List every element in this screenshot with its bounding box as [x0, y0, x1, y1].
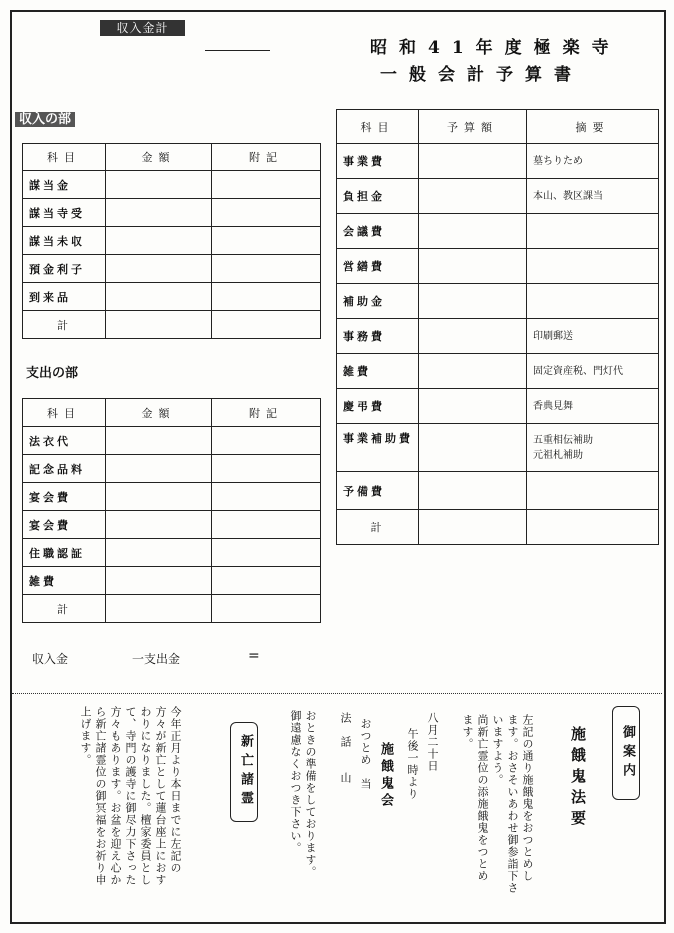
- formula-expense: 一支出金: [132, 652, 181, 666]
- budget-amount-cell: [419, 354, 527, 389]
- income-amount-cell: [106, 227, 212, 255]
- budget-amount-cell: [419, 249, 527, 284]
- income-row-item: 謀当未収: [23, 227, 106, 255]
- expense-amount-cell: [106, 455, 212, 483]
- expense-amount-cell: [106, 539, 212, 567]
- expense-total-amount: [106, 595, 212, 623]
- notice-label: 御案内: [612, 706, 640, 800]
- budget-col-amount: 予算額: [419, 110, 527, 144]
- expense-note-cell: [212, 567, 321, 595]
- expense-note-cell: [212, 511, 321, 539]
- budget-note-cell: [527, 472, 659, 510]
- expense-amount-cell: [106, 511, 212, 539]
- budget-note-cell: [527, 284, 659, 319]
- income-row-item: 預金利子: [23, 255, 106, 283]
- budget-amount-cell: [419, 389, 527, 424]
- budget-amount-cell: [419, 284, 527, 319]
- blank-line: [205, 50, 270, 51]
- expense-row-item: 法衣代: [23, 427, 106, 455]
- expense-note-cell: [212, 539, 321, 567]
- budget-amount-cell: [419, 214, 527, 249]
- income-heading-label: 収入の部: [15, 112, 75, 127]
- budget-row-item: 営繕費: [337, 249, 419, 284]
- expense-row-item: 宴会費: [23, 483, 106, 511]
- budget-note-cell: 本山、教区課当: [527, 179, 659, 214]
- expense-total-note: [212, 595, 321, 623]
- budget-amount-cell: [419, 179, 527, 214]
- income-total-label: 計: [23, 311, 106, 339]
- income-row-item: 謀当寺受: [23, 199, 106, 227]
- income-heading: [15, 108, 75, 127]
- notice-body: 左記の通り施餓鬼をおつとめし ます。おさそいあわせ御参詣下さ いますよう。 尚新亡霊位の添施餓鬼をつとめ ます。: [461, 714, 534, 894]
- stamp-label: 収入金計: [100, 20, 185, 36]
- notice-date2: 午後一時より: [406, 728, 419, 800]
- expense-row-item: 記念品料: [23, 455, 106, 483]
- expense-col-note: 附記: [212, 399, 321, 427]
- expense-note-cell: [212, 427, 321, 455]
- budget-total-amount: [419, 510, 527, 545]
- budget-row-item: 会議費: [337, 214, 419, 249]
- notice-event: 施餓鬼会: [378, 742, 393, 810]
- budget-row-item: 補助金: [337, 284, 419, 319]
- memorial-body: 今年正月より本日までに左記の 方々が新亡として蓮台座上におす わりになりました。檀家委員とし て、寺門の護寺に御尽力下さった 方々もあります。お盆を迎え心か ら新亡諸霊位の御冥福をお祈り申 上げます。: [79, 706, 182, 886]
- budget-row-item: 事務費: [337, 319, 419, 354]
- notice-duty2: 法 話 山: [339, 712, 352, 784]
- budget-row-item: 慶弔費: [337, 389, 419, 424]
- expense-row-item: 宴会費: [23, 511, 106, 539]
- income-amount-cell: [106, 171, 212, 199]
- expense-heading: 支出の部: [26, 366, 79, 381]
- budget-note-cell: [527, 214, 659, 249]
- expense-row-item: 住職認証: [23, 539, 106, 567]
- notice-duty1: おつとめ 当: [359, 718, 372, 790]
- expense-note-cell: [212, 455, 321, 483]
- income-table: [22, 143, 321, 339]
- budget-note-cell: 印刷郵送: [527, 319, 659, 354]
- income-note-cell: [212, 199, 321, 227]
- budget-row-item: 事業費: [337, 144, 419, 179]
- title-line-1: 昭和41年度極楽寺: [370, 38, 621, 58]
- budget-amount-cell: [419, 472, 527, 510]
- income-row-item: 到来品: [23, 283, 106, 311]
- budget-note-cell: 香典見舞: [527, 389, 659, 424]
- income-amount-cell: [106, 283, 212, 311]
- budget-amount-cell: [419, 424, 527, 472]
- budget-note-cell: 五重相伝補助 元祖札補助: [527, 424, 659, 472]
- income-col-amount: 金額: [106, 144, 212, 171]
- formula-equals: =: [248, 648, 260, 664]
- expense-col-item: 科目: [23, 399, 106, 427]
- income-note-cell: [212, 283, 321, 311]
- income-col-item: 科目: [23, 144, 106, 171]
- memorial-label: 新亡諸霊: [230, 722, 258, 822]
- expense-col-amount: 金額: [106, 399, 212, 427]
- budget-row-item: 予備費: [337, 472, 419, 510]
- budget-note-cell: 固定資産税、門灯代: [527, 354, 659, 389]
- expense-amount-cell: [106, 427, 212, 455]
- income-note-cell: [212, 255, 321, 283]
- budget-amount-cell: [419, 144, 527, 179]
- budget-row-item: 負担金: [337, 179, 419, 214]
- budget-note-cell: [527, 249, 659, 284]
- budget-total-label: 計: [337, 510, 419, 545]
- expense-amount-cell: [106, 483, 212, 511]
- notice-title: 施餓鬼法要: [569, 726, 587, 831]
- budget-table: [336, 109, 659, 545]
- budget-row-item: 事業補助費: [337, 424, 419, 472]
- budget-total-note: [527, 510, 659, 545]
- title-line-2: 一般会計予算書: [380, 65, 583, 85]
- expense-total-label: 計: [23, 595, 106, 623]
- income-col-note: 附記: [212, 144, 321, 171]
- budget-note-cell: 墓ちりため: [527, 144, 659, 179]
- expense-note-cell: [212, 483, 321, 511]
- budget-col-item: 科目: [337, 110, 419, 144]
- expense-amount-cell: [106, 567, 212, 595]
- expense-table: [22, 398, 321, 623]
- dotted-separator: [12, 693, 662, 694]
- income-total-amount: [106, 311, 212, 339]
- formula-income: 収入金: [32, 652, 69, 666]
- income-amount-cell: [106, 199, 212, 227]
- budget-col-note: 摘要: [527, 110, 659, 144]
- notice-date1: 八月二十日: [426, 712, 439, 772]
- income-amount-cell: [106, 255, 212, 283]
- budget-row-item: 雑費: [337, 354, 419, 389]
- expense-row-item: 雑費: [23, 567, 106, 595]
- income-note-cell: [212, 227, 321, 255]
- notice-footer: おときの準備をしております。 御遠慮なくおつき下さい。: [289, 710, 317, 878]
- income-row-item: 謀当金: [23, 171, 106, 199]
- income-total-note: [212, 311, 321, 339]
- budget-amount-cell: [419, 319, 527, 354]
- income-note-cell: [212, 171, 321, 199]
